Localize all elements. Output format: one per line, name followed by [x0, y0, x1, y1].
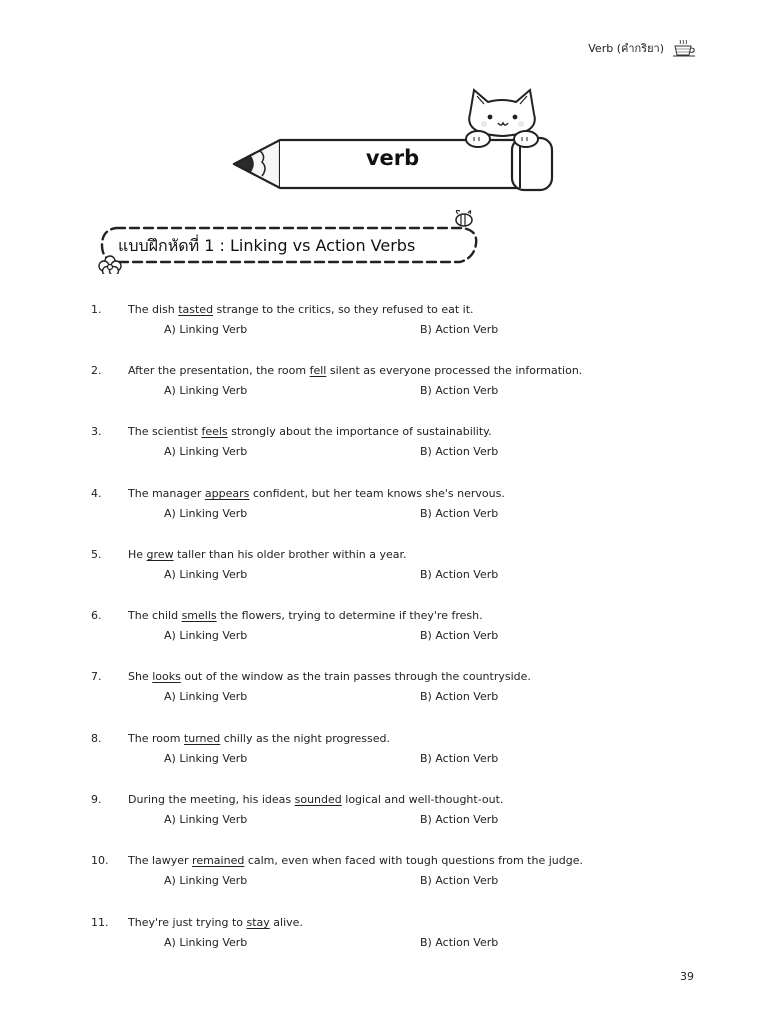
question-number: 8.	[91, 732, 102, 745]
target-verb: feels	[201, 425, 228, 438]
question-item	[0, 609, 768, 649]
question-item	[0, 548, 768, 588]
question-number: 6.	[91, 609, 102, 622]
option-b[interactable]: B) Action Verb	[420, 813, 499, 826]
option-b[interactable]: B) Action Verb	[420, 568, 499, 581]
option-a[interactable]: A) Linking Verb	[164, 507, 248, 520]
pencil-banner	[230, 84, 560, 194]
question-item	[0, 916, 768, 956]
question-text: The room turned chilly as the night progressed.	[128, 732, 390, 745]
option-a[interactable]: A) Linking Verb	[164, 936, 248, 949]
option-b[interactable]: B) Action Verb	[420, 874, 499, 887]
question-item	[0, 364, 768, 404]
coffee-cup-doodle-icon	[672, 38, 696, 58]
question-item	[0, 303, 768, 343]
question-number: 5.	[91, 548, 102, 561]
question-item	[0, 793, 768, 833]
question-item	[0, 670, 768, 710]
target-verb: fell	[309, 364, 327, 377]
question-item	[0, 732, 768, 772]
option-a[interactable]: A) Linking Verb	[164, 629, 248, 642]
option-a[interactable]: A) Linking Verb	[164, 813, 248, 826]
target-verb: smells	[181, 609, 217, 622]
cat-icon	[466, 90, 538, 147]
running-header	[588, 38, 696, 58]
question-text: The child smells the flowers, trying to determine if they're fresh.	[128, 609, 483, 622]
question-item	[0, 487, 768, 527]
question-text: The manager appears confident, but her team knows she's nervous.	[128, 487, 505, 500]
question-text: During the meeting, his ideas sounded logical and well-thought-out.	[128, 793, 504, 806]
option-b[interactable]: B) Action Verb	[420, 752, 499, 765]
question-text: After the presentation, the room fell silent as everyone processed the information.	[128, 364, 583, 377]
question-number: 11.	[91, 916, 109, 929]
option-b[interactable]: B) Action Verb	[420, 445, 499, 458]
question-number: 9.	[91, 793, 102, 806]
question-number: 4.	[91, 487, 102, 500]
option-b[interactable]: B) Action Verb	[420, 690, 499, 703]
question-number: 3.	[91, 425, 102, 438]
question-text: The scientist feels strongly about the importance of sustainability.	[128, 425, 492, 438]
target-verb: tasted	[178, 303, 214, 316]
question-item	[0, 425, 768, 465]
question-text: They're just trying to stay alive.	[128, 916, 303, 929]
running-title: Verb (คำกริยา)	[588, 42, 664, 55]
bee-icon	[456, 210, 472, 226]
option-a[interactable]: A) Linking Verb	[164, 690, 248, 703]
question-text: The dish tasted strange to the critics, so they refused to eat it.	[128, 303, 474, 316]
exercise-heading	[92, 210, 488, 274]
question-text: He grew taller than his older brother within a year.	[128, 548, 407, 561]
question-text: She looks out of the window as the train passes through the countryside.	[128, 670, 531, 683]
target-verb: grew	[146, 548, 174, 561]
option-a[interactable]: A) Linking Verb	[164, 874, 248, 887]
question-number: 7.	[91, 670, 102, 683]
question-number: 1.	[91, 303, 102, 316]
question-text: The lawyer remained calm, even when faced with tough questions from the judge.	[128, 854, 583, 867]
option-a[interactable]: A) Linking Verb	[164, 323, 248, 336]
option-b[interactable]: B) Action Verb	[420, 507, 499, 520]
question-number: 2.	[91, 364, 102, 377]
question-number: 10.	[91, 854, 109, 867]
option-b[interactable]: B) Action Verb	[420, 384, 499, 397]
option-a[interactable]: A) Linking Verb	[164, 568, 248, 581]
target-verb: sounded	[294, 793, 342, 806]
question-item	[0, 854, 768, 894]
exercise-title: แบบฝึกหัดที่ 1 : Linking vs Action Verbs	[118, 236, 416, 255]
page-number: 39	[680, 970, 694, 983]
target-verb: stay	[246, 916, 270, 929]
option-b[interactable]: B) Action Verb	[420, 936, 499, 949]
banner-title: verb	[365, 146, 420, 170]
option-a[interactable]: A) Linking Verb	[164, 384, 248, 397]
target-verb: remained	[192, 854, 245, 867]
option-b[interactable]: B) Action Verb	[420, 323, 499, 336]
target-verb: looks	[152, 670, 181, 683]
option-a[interactable]: A) Linking Verb	[164, 752, 248, 765]
option-b[interactable]: B) Action Verb	[420, 629, 499, 642]
option-a[interactable]: A) Linking Verb	[164, 445, 248, 458]
target-verb: appears	[204, 487, 250, 500]
target-verb: turned	[183, 732, 221, 745]
